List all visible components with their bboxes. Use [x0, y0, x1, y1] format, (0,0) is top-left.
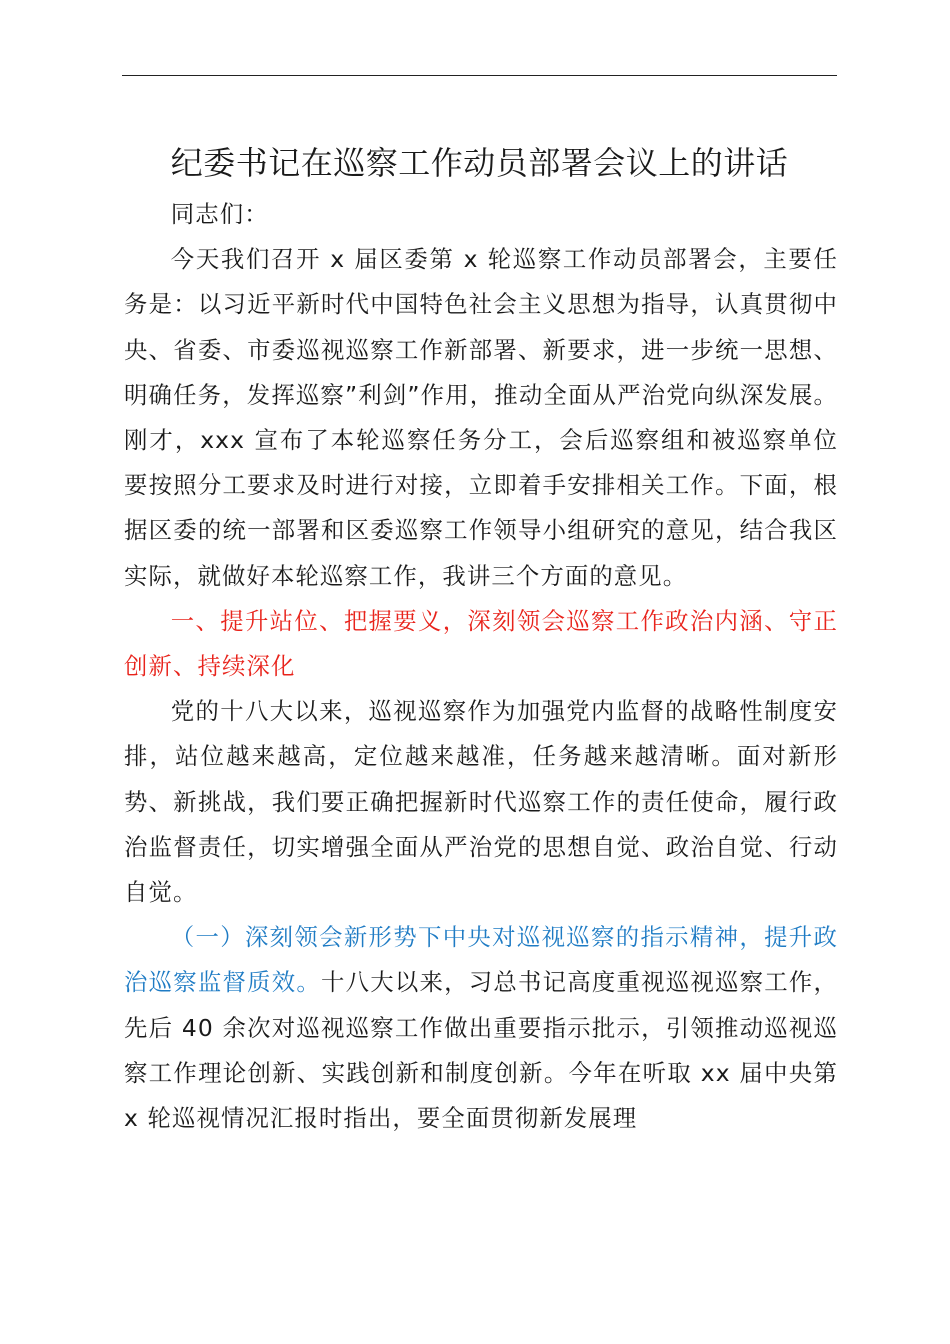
header-rule — [122, 75, 837, 76]
paragraph-section-1: 党的十八大以来，巡视巡察作为加强党内监督的战略性制度安排，站位越来越高，定位越来越准，任务越来越清晰。面对新形势、新挑战，我们要正确把握新时代巡察工作的责任使命，履行政治监督责任，切实增强全面从严治党的思想自觉、政治自觉、行动自觉。 — [124, 697, 838, 907]
paragraph-intro: 今天我们召开 x 届区委第 x 轮巡察工作动员部署会，主要任务是：以习近平新时代中国特色社会主义思想为指导，认真贯彻中央、省委、市委巡视巡察工作新部署、新要求，进一步统一思想、明确任务，发挥巡察”利剑”作用，推动全面从严治党向纵深发展。刚才，xxx 宣布了本轮巡察任务分工，会后巡察组和被巡察单位要按照分工要求及时进行对接，立即着手安排相关工作。下面，根据区委的统一部署和区委巡察工作领导小组研究的意见，结合我区实际，就做好本轮巡察工作，我讲三个方面的意见。 — [124, 245, 838, 590]
subsection-heading-1: （一）深刻领会新形势下中央对巡视巡察的指示精神，提升政治巡察监督质效。 — [124, 923, 838, 997]
salutation: 同志们： — [170, 200, 269, 228]
section-heading-1: 一、提升站位、把握要义，深刻领会巡察工作政治内涵、守正创新、持续深化 — [124, 606, 838, 681]
subsection-1-text: 十八大以来，习总书记高度重视巡视巡察工作，先后 40 余次对巡视巡察工作做出重要指示批示，引领推动巡视巡察工作理论创新、实践创新和制度创新。今年在听取 xx 届中央第 x 轮巡视情况汇报时指出，要全面贯彻新发展理 — [124, 968, 838, 1133]
document-body — [124, 192, 838, 1141]
document-title: 纪委书记在巡察工作动员部署会议上的讲话 — [170, 144, 789, 182]
paragraph-subsection-1 — [124, 915, 838, 1141]
